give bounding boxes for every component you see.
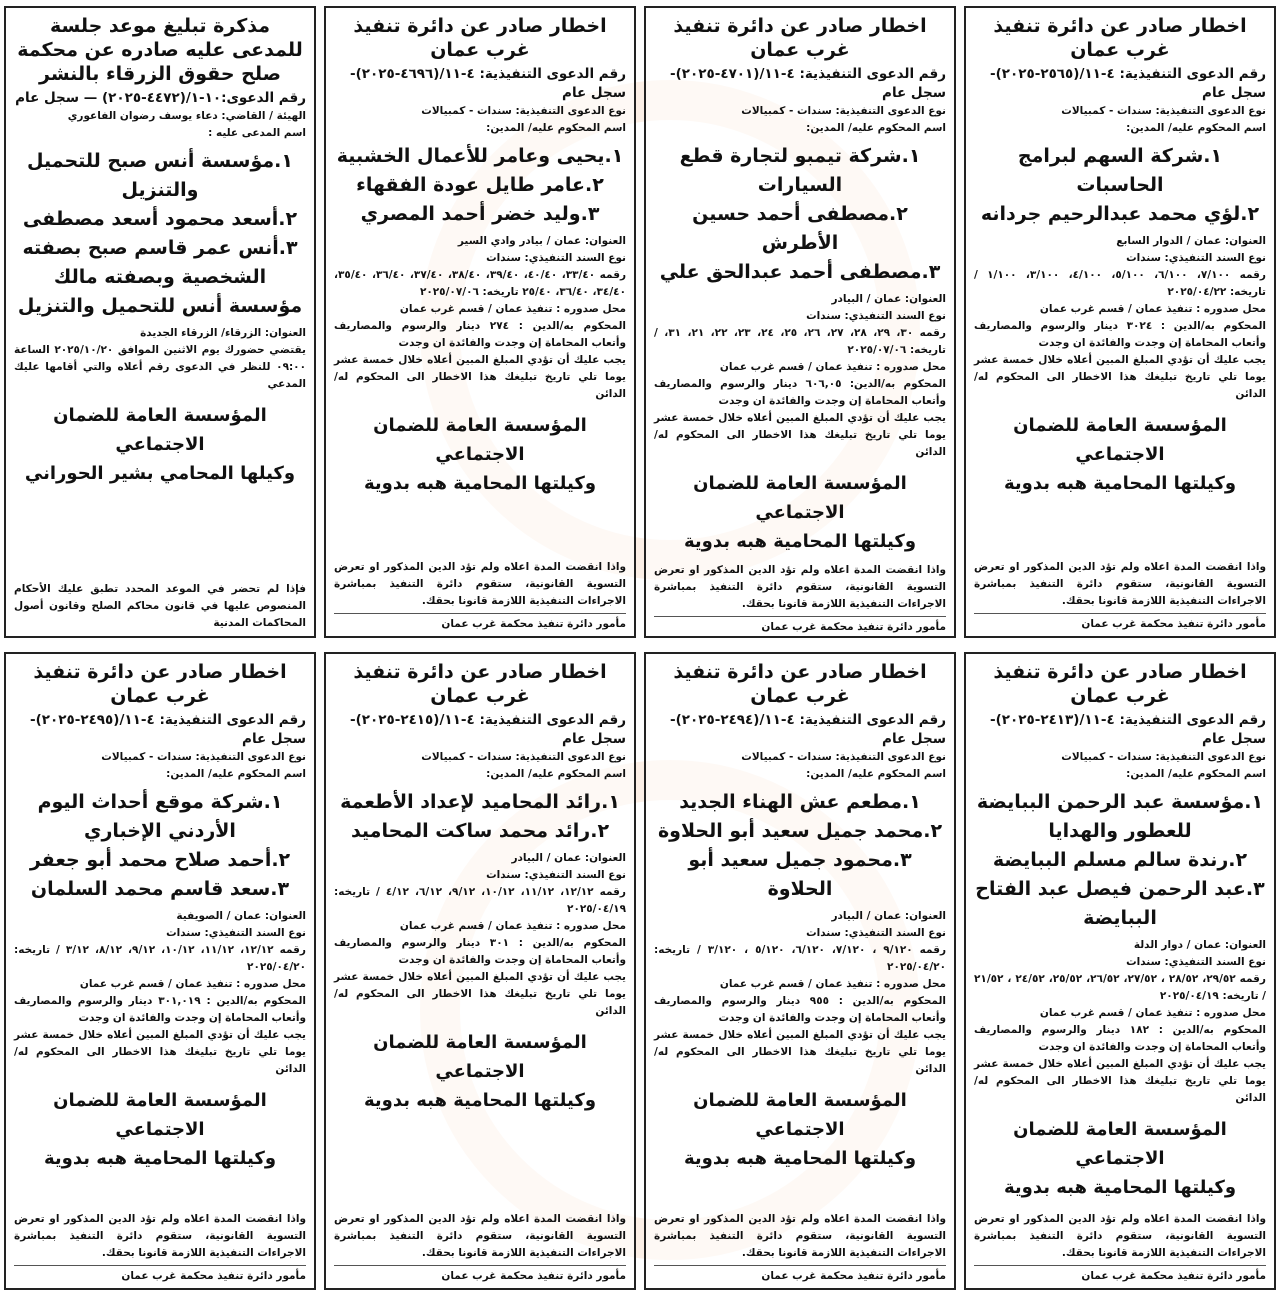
defendant-name: ١.شركة السهم لبرامج الحاسبات <box>1017 145 1223 196</box>
signature: مأمور دائرة تنفيذ محكمة غرب عمان <box>334 613 626 632</box>
case-info-line: نوع الدعوى التنفيذية: سندات - كمبيالات <box>741 751 946 763</box>
closing-text: واذا انقضت المدة اعلاه ولم تؤد الدين المذكور او تعرض التسوية القانونية، ستقوم دائرة التنفيذ بمباشرة الاجراءات التنفيذية اللازمة قانونا بحقك. <box>14 1213 306 1259</box>
case-info-line: نوع الدعوى التنفيذية: سندات - كمبيالات <box>1061 105 1266 117</box>
detail-line: العنوان: الزرقاء/ الزرقاء الجديدة <box>140 327 306 339</box>
defendant-name: ٣.سعد قاسم محمد السلمان <box>30 878 290 900</box>
case-number: رقم الدعوى التنفيذية: ٤-١١/(٢٤١٣-٢٠٢٥)- سجل عام <box>989 712 1266 747</box>
legal-notice <box>964 652 1276 1290</box>
creditor-block <box>654 1086 946 1173</box>
detail-line: رقمه ٣٠، ٢٩، ٢٨، ٢٧، ٢٦، ٢٥، ٢٤، ٢٣، ٢٢، ٢١، ٣١، / تاريخه: ٢٠٢٥/٠٧/٠٦ <box>654 327 946 356</box>
defendant-name: ٣.مصطفى أحمد عبدالحق علي <box>659 261 941 283</box>
notice-title: اخطار صادر عن دائرة تنفيذ غرب عمان <box>993 15 1247 61</box>
closing-text: واذا انقضت المدة اعلاه ولم تؤد الدين المذكور او تعرض التسوية القانونية، ستقوم دائرة التنفيذ بمباشرة الاجراءات التنفيذية اللازمة قانونا بحقك. <box>974 1213 1266 1259</box>
notice-title: مذكرة تبليغ موعد جلسة للمدعى عليه صادره عن محكمة صلح حقوق الزرقاء بالنشر <box>17 15 303 85</box>
detail-line: رقمه ١٢/١٢، ١١/١٢، ١٠/١٢، ٩/١٢، ٨/١٢، ٣/١٢ / تاريخه: ٢٠٢٥/٠٤/٢٠ <box>14 944 306 973</box>
creditor-line: وكيلتها المحامية هبه بدوية <box>683 531 917 552</box>
detail-line: المحكوم به/الدين: ٦٠٦,٠٥ دينار والرسوم والمصاريف وأتعاب المحاماة إن وجدت والفائدة ان وجدت <box>654 378 947 407</box>
defendant-name: ١.مؤسسة أنس صبح للتحميل والتنزيل <box>27 150 293 201</box>
case-info-line: الهيئة / القاضي: دعاء يوسف رضوان الفاعوري <box>67 110 306 122</box>
defendants-list <box>14 788 306 904</box>
defendant-name: ٢.أحمد صلاح محمد أبو جعفر <box>29 849 291 871</box>
creditor-line: وكيلها المحامي بشير الحوراني <box>24 463 296 484</box>
detail-line: يجب عليك أن تؤدي المبلغ المبين أعلاه خلال خمسة عشر يوما تلي تاريخ تبليغك هذا الاخطار الى المحكوم له/ الدائن <box>334 971 626 1017</box>
closing-text: واذا انقضت المدة اعلاه ولم تؤد الدين المذكور او تعرض التسوية القانونية، ستقوم دائرة التنفيذ بمباشرة الاجراءات التنفيذية اللازمة قانونا بحقك. <box>654 1213 946 1259</box>
creditor-line: وكيلتها المحامية هبه بدوية <box>43 1148 277 1169</box>
creditor-block <box>974 411 1266 498</box>
case-info-line: نوع الدعوى التنفيذية: سندات - كمبيالات <box>1061 751 1266 763</box>
notice-details <box>974 233 1266 403</box>
detail-line: نوع السند التنفيذي: سندات <box>486 869 626 881</box>
defendant-name: ٣.أنس عمر قاسم صبح بصفته الشخصية وبصفته مالك مؤسسة أنس للتحميل والتنزيل <box>17 237 303 317</box>
detail-line: محل صدوره : تنفيذ عمان / قسم غرب عمان <box>719 361 946 373</box>
creditor-line: المؤسسة العامة للضمان الاجتماعي <box>53 1090 267 1140</box>
signature: مأمور دائرة تنفيذ محكمة غرب عمان <box>14 1265 306 1284</box>
notice-details <box>334 850 626 1020</box>
closing-text: فإذا لم تحضر في الموعد المحدد تطبق عليك الأحكام المنصوص عليها في قانون محاكم الصلح وقانون أصول المحاكمات المدنية <box>14 583 306 629</box>
detail-line: يجب عليك أن تؤدي المبلغ المبين أعلاه خلال خمسة عشر يوما تلي تاريخ تبليغك هذا الاخطار الى المحكوم له/ الدائن <box>974 354 1266 400</box>
detail-line: يجب عليك أن تؤدي المبلغ المبين أعلاه خلال خمسة عشر يوما تلي تاريخ تبليغك هذا الاخطار الى المحكوم له/ الدائن <box>654 1029 946 1075</box>
detail-line: المحكوم به/الدين : ٣٠١,٠١٩ دينار والرسوم والمصاريف وأتعاب المحاماة إن وجدت والفائدة ان وجدت <box>14 995 306 1024</box>
defendants-list <box>14 147 306 321</box>
detail-line: العنوان: عمان / البيادر <box>831 910 946 922</box>
defendants-list <box>334 142 626 229</box>
defendant-name: ١.شركة تيمبو لتجارة قطع السيارات <box>679 145 921 196</box>
defendant-name: ٣.محمود جميل سعيد أبو الحلاوة <box>688 849 912 900</box>
case-number: رقم الدعوى:١٠-١/(٤٤٧٢-٢٠٢٥) — سجل عام <box>15 90 306 106</box>
detail-line: محل صدوره : تنفيذ عمان / قسم غرب عمان <box>1039 1007 1266 1019</box>
defendants-list <box>334 788 626 846</box>
detail-line: نوع السند التنفيذي: سندات <box>166 927 306 939</box>
notice-title: اخطار صادر عن دائرة تنفيذ غرب عمان <box>673 661 927 707</box>
detail-line: يجب عليك أن تؤدي المبلغ المبين أعلاه خلال خمسة عشر يوما تلي تاريخ تبليغك هذا الاخطار الى المحكوم له/ الدائن <box>974 1058 1266 1104</box>
detail-line: محل صدوره : تنفيذ عمان / قسم غرب عمان <box>1039 303 1266 315</box>
defendants-list <box>974 788 1266 933</box>
detail-line: المحكوم به/الدين : ٣٠٢٤ دينار والرسوم والمصاريف وأتعاب المحاماة إن وجدت والفائدة ان وجدت <box>974 320 1266 349</box>
detail-line: العنوان: عمان / بيادر وادي السير <box>457 235 626 247</box>
defendant-name: ٢.عامر طايل عودة الفقهاء <box>356 174 604 196</box>
creditor-block <box>974 1115 1266 1202</box>
case-info-line: نوع الدعوى التنفيذية: سندات - كمبيالات <box>421 105 626 117</box>
case-number: رقم الدعوى التنفيذية: ٤-١١/(٢٥٦٥-٢٠٢٥)- سجل عام <box>989 66 1266 101</box>
case-info-line: نوع الدعوى التنفيذية: سندات - كمبيالات <box>741 105 946 117</box>
creditor-line: المؤسسة العامة للضمان الاجتماعي <box>53 405 267 455</box>
creditor-line: وكيلتها المحامية هبه بدوية <box>363 1090 597 1111</box>
detail-line: يجب عليك أن تؤدي المبلغ المبين أعلاه خلال خمسة عشر يوما تلي تاريخ تبليغك هذا الاخطار الى المحكوم له/ الدائن <box>14 1029 306 1075</box>
detail-line: نوع السند التنفيذي: سندات <box>1126 956 1266 968</box>
legal-notice <box>964 6 1276 638</box>
notice-title: اخطار صادر عن دائرة تنفيذ غرب عمان <box>993 661 1247 707</box>
detail-line: يجب عليك أن تؤدي المبلغ المبين أعلاه خلال خمسة عشر يوما تلي تاريخ تبليغك هذا الاخطار الى المحكوم له/ الدائن <box>334 354 626 400</box>
detail-line: يقتضي حضورك يوم الاثنين الموافق ٢٠٢٥/١٠/٢٠ الساعة ٠٩:٠٠ للنظر في الدعوى رقم أعلاه والتي أقامها عليك المدعي <box>14 344 306 390</box>
detail-line: العنوان: عمان / الدوار السابع <box>1116 235 1266 247</box>
legal-notice <box>324 652 636 1290</box>
legal-notice <box>4 652 316 1290</box>
closing-text: واذا انقضت المدة اعلاه ولم تؤد الدين المذكور او تعرض التسوية القانونية، ستقوم دائرة التنفيذ بمباشرة الاجراءات التنفيذية اللازمة قانونا بحقك. <box>334 561 626 607</box>
case-number: رقم الدعوى التنفيذية: ٤-١١/(٢٤١٥-٢٠٢٥)- سجل عام <box>349 712 626 747</box>
detail-line: العنوان: عمان / البيادر <box>511 852 626 864</box>
case-info-line: اسم المدعى عليه : <box>208 127 306 139</box>
defendants-list <box>974 142 1266 229</box>
creditor-block <box>334 411 626 498</box>
case-number: رقم الدعوى التنفيذية: ٤-١١/(٤٧٠١-٢٠٢٥)- سجل عام <box>669 66 946 101</box>
notice-details <box>334 233 626 403</box>
creditor-block <box>334 1028 626 1115</box>
creditor-block <box>14 1086 306 1173</box>
defendant-name: ١.مطعم عش الهناء الجديد <box>679 791 921 813</box>
creditor-block <box>14 401 306 488</box>
defendant-name: ٢.أسعد محمود أسعد مصطفى <box>22 208 298 230</box>
notice-title: اخطار صادر عن دائرة تنفيذ غرب عمان <box>353 15 607 61</box>
detail-line: رقمه ٧/١٠٠، ٦/١٠٠، ٥/١٠٠، ٤/١٠٠، ٣/١٠٠، ١/١٠٠ / تاريخه: ٢٠٢٥/٠٤/٢٢ <box>974 269 1266 298</box>
defendant-name: ١.شركة موقع أحداث اليوم الأردني الإخباري <box>37 791 283 842</box>
defendant-name: ٣.وليد خضر أحمد المصري <box>360 203 600 225</box>
defendant-name: ٣.عبد الرحمن فيصل عبد الفتاح الببايضة <box>975 878 1265 929</box>
creditor-block <box>654 469 946 556</box>
case-info-line: اسم المحكوم عليه/ المدين: <box>806 122 946 134</box>
detail-line: رقمه ٩/١٢٠ ، ٧/١٢٠، ٦/١٢٠، ٥/١٢٠ ، ٣/١٢٠ / تاريخه: ٢٠٢٥/٠٤/٢٠ <box>654 944 946 973</box>
detail-line: يجب عليك أن تؤدي المبلغ المبين أعلاه خلال خمسة عشر يوما تلي تاريخ تبليغك هذا الاخطار الى المحكوم له/ الدائن <box>654 412 946 458</box>
case-number: رقم الدعوى التنفيذية: ٤-١١/(٢٤٩٤-٢٠٢٥)- سجل عام <box>669 712 946 747</box>
creditor-line: المؤسسة العامة للضمان الاجتماعي <box>1013 415 1227 465</box>
detail-line: محل صدوره : تنفيذ عمان / قسم غرب عمان <box>399 920 626 932</box>
notice-details <box>654 908 946 1078</box>
defendant-name: ١.رائد المحاميد لإعداد الأطعمة <box>340 791 620 813</box>
signature: مأمور دائرة تنفيذ محكمة غرب عمان <box>654 616 946 635</box>
defendants-list <box>654 788 946 904</box>
notice-details <box>654 291 946 461</box>
creditor-line: وكيلتها المحامية هبه بدوية <box>1003 1177 1237 1198</box>
closing-text: واذا انقضت المدة اعلاه ولم تؤد الدين المذكور او تعرض التسوية القانونية، ستقوم دائرة التنفيذ بمباشرة الاجراءات التنفيذية اللازمة قانونا بحقك. <box>654 564 946 610</box>
detail-line: محل صدوره : تنفيذ عمان / قسم غرب عمان <box>719 978 946 990</box>
detail-line: محل صدوره : تنفيذ عمان / قسم غرب عمان <box>79 978 306 990</box>
defendant-name: ١.يحيى وعامر للأعمال الخشبية <box>336 145 624 167</box>
notice-details <box>974 937 1266 1107</box>
notice-title: اخطار صادر عن دائرة تنفيذ غرب عمان <box>673 15 927 61</box>
notice-details <box>14 908 306 1078</box>
defendant-name: ٢.رندة سالم مسلم الببايضة <box>992 849 1248 871</box>
detail-line: نوع السند التنفيذي: سندات <box>486 252 626 264</box>
case-info-line: اسم المحكوم عليه/ المدين: <box>1126 768 1266 780</box>
notice-title: اخطار صادر عن دائرة تنفيذ غرب عمان <box>353 661 607 707</box>
detail-line: رقمه ٢٩/٥٢، ٢٨/٥٢ ، ٢٧/٥٢، ٢٦/٥٢، ٢٥/٥٢، ٢٤/٥٢ ، ٢١/٥٢ / تاريخه: ٢٠٢٥/٠٤/١٩ <box>974 973 1266 1002</box>
detail-line: رقمه ١٢/١٢، ١١/١٢، ١٠/١٢، ٩/١٢، ٦/١٢، ٤/١٢ / تاريخه: ٢٠٢٥/٠٤/١٩ <box>334 886 626 915</box>
defendant-name: ٢.لؤي محمد عبدالرحيم جردانه <box>980 203 1260 225</box>
detail-line: نوع السند التنفيذي: سندات <box>806 927 946 939</box>
detail-line: العنوان: عمان / دوار الدلة <box>1133 939 1266 951</box>
closing-text: واذا انقضت المدة اعلاه ولم تؤد الدين المذكور او تعرض التسوية القانونية، ستقوم دائرة التنفيذ بمباشرة الاجراءات التنفيذية اللازمة قانونا بحقك. <box>974 561 1266 607</box>
defendant-name: ٢.مصطفى أحمد حسين الأطرش <box>692 203 908 254</box>
defendant-name: ٢.محمد جميل سعيد أبو الحلاوة <box>657 820 943 842</box>
detail-line: المحكوم به/الدين : ٩٥٥ دينار والرسوم والمصاريف وأتعاب المحاماة إن وجدت والفائدة ان وجدت <box>654 995 946 1024</box>
detail-line: المحكوم به/الدين : ٢٧٤ دينار والرسوم والمصاريف وأتعاب المحاماة إن وجدت والفائدة ان وجدت <box>334 320 626 349</box>
detail-line: العنوان: عمان / الصويفية <box>176 910 306 922</box>
notices-grid <box>4 6 1276 1290</box>
signature: مأمور دائرة تنفيذ محكمة غرب عمان <box>974 1265 1266 1284</box>
legal-notice <box>4 6 316 638</box>
detail-line: رقمه ٣٣/٤٠، ٤٠/٤٠، ٣٩/٤٠، ٣٨/٤٠، ٣٧/٤٠، ٣٦/٤٠، ٣٥/٤٠، ٣٤/٤٠، ٣٦/٤٠، ٢٥/٤٠ تاريخه: ٢٠٢٥/٠٧/٠٦ <box>334 269 626 298</box>
creditor-line: وكيلتها المحامية هبه بدوية <box>1003 473 1237 494</box>
case-info-line: اسم المحكوم عليه/ المدين: <box>1126 122 1266 134</box>
creditor-line: المؤسسة العامة للضمان الاجتماعي <box>373 415 587 465</box>
legal-notice <box>644 6 956 638</box>
creditor-line: المؤسسة العامة للضمان الاجتماعي <box>1013 1119 1227 1169</box>
creditor-line: وكيلتها المحامية هبه بدوية <box>683 1148 917 1169</box>
closing-text: واذا انقضت المدة اعلاه ولم تؤد الدين المذكور او تعرض التسوية القانونية، ستقوم دائرة التنفيذ بمباشرة الاجراءات التنفيذية اللازمة قانونا بحقك. <box>334 1213 626 1259</box>
legal-notice <box>644 652 956 1290</box>
defendant-name: ٢.رائد محمد ساكت المحاميد <box>350 820 610 842</box>
detail-line: المحكوم به/الدين : ٣٠١ دينار والرسوم والمصاريف وأتعاب المحاماة إن وجدت والفائدة ان وجدت <box>334 937 626 966</box>
creditor-line: المؤسسة العامة للضمان الاجتماعي <box>693 1090 907 1140</box>
defendants-list <box>654 142 946 287</box>
detail-line: نوع السند التنفيذي: سندات <box>806 310 946 322</box>
creditor-line: المؤسسة العامة للضمان الاجتماعي <box>373 1032 587 1082</box>
signature: مأمور دائرة تنفيذ محكمة غرب عمان <box>974 613 1266 632</box>
legal-notice <box>324 6 636 638</box>
detail-line: نوع السند التنفيذي: سندات <box>1126 252 1266 264</box>
creditor-line: المؤسسة العامة للضمان الاجتماعي <box>693 473 907 523</box>
notice-details <box>14 325 306 393</box>
case-info-line: اسم المحكوم عليه/ المدين: <box>806 768 946 780</box>
creditor-line: وكيلتها المحامية هبه بدوية <box>363 473 597 494</box>
signature: مأمور دائرة تنفيذ محكمة غرب عمان <box>334 1265 626 1284</box>
case-info-line: اسم المحكوم عليه/ المدين: <box>166 768 306 780</box>
notice-title: اخطار صادر عن دائرة تنفيذ غرب عمان <box>33 661 287 707</box>
case-info-line: نوع الدعوى التنفيذية: سندات - كمبيالات <box>421 751 626 763</box>
case-number: رقم الدعوى التنفيذية: ٤-١١/(٤٦٩٦-٢٠٢٥)- سجل عام <box>349 66 626 101</box>
detail-line: محل صدوره : تنفيذ عمان / قسم غرب عمان <box>399 303 626 315</box>
case-info-line: نوع الدعوى التنفيذية: سندات - كمبيالات <box>101 751 306 763</box>
case-info-line: اسم المحكوم عليه/ المدين: <box>486 768 626 780</box>
case-info-line: اسم المحكوم عليه/ المدين: <box>486 122 626 134</box>
signature: مأمور دائرة تنفيذ محكمة غرب عمان <box>654 1265 946 1284</box>
case-number: رقم الدعوى التنفيذية: ٤-١١/(٢٤٩٥-٢٠٢٥)- سجل عام <box>29 712 306 747</box>
detail-line: المحكوم به/الدين : ١٨٢ دينار والرسوم والمصاريف وأتعاب المحاماة إن وجدت والفائدة ان وجدت <box>974 1024 1266 1053</box>
detail-line: العنوان: عمان / البيادر <box>831 293 946 305</box>
defendant-name: ١.مؤسسة عبد الرحمن الببايضة للعطور والهدايا <box>976 791 1264 842</box>
